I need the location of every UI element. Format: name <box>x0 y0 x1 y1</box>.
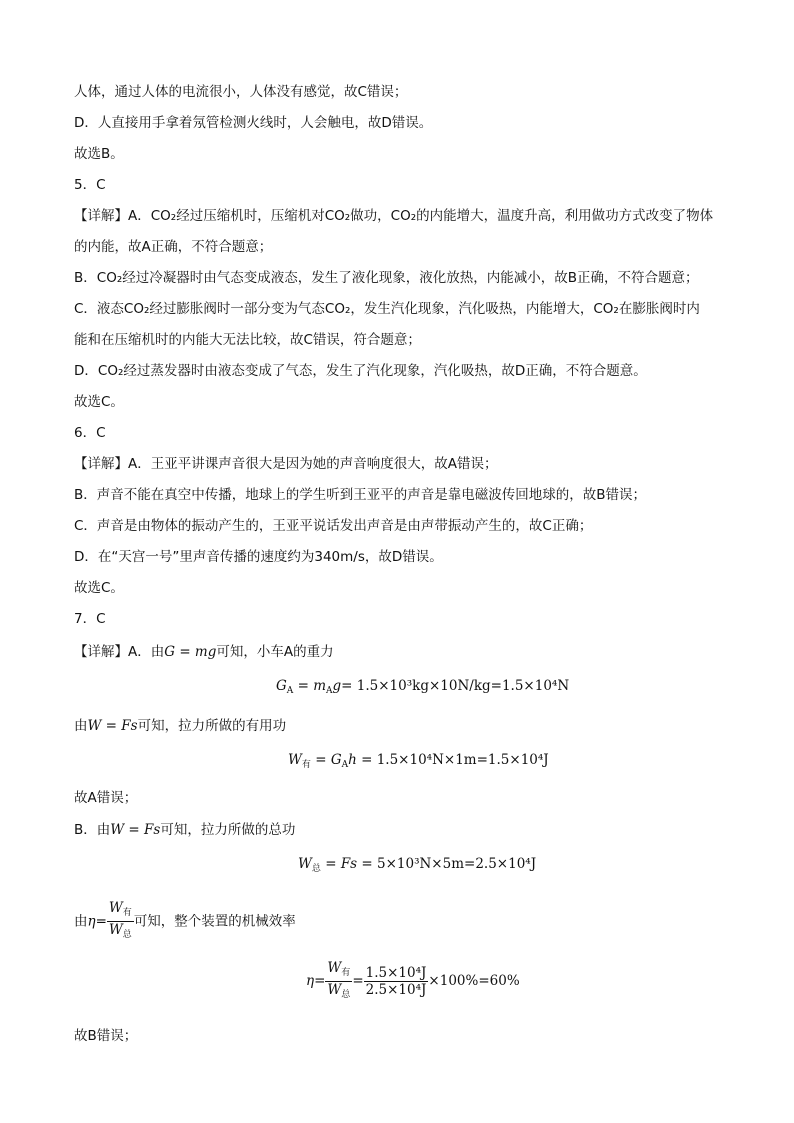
equation-useful-work: $W_有 = G_Ah = 1.5\times 10^4N\times 1m=1.5\times 10^4J$ <box>288 752 549 770</box>
text-line: 故选C。 <box>74 394 124 410</box>
text-line: 能和在压缩机时的内能大无法比较，故C错误，符合题意； <box>74 332 421 348</box>
text-line: D．CO₂经过蒸发器时由液态变成了气态，发生了汽化现象，汽化吸热，故D正确，不符合题意。 <box>74 363 647 379</box>
question-number: 6．C <box>74 425 106 441</box>
text-line: 【详解】A．CO₂经过压缩机时，压缩机对CO₂做功，CO₂的内能增大，温度升高，利用做功方式改变了物体 <box>74 208 714 224</box>
equation-efficiency: η= $\frac{W_有}{W_总}$ = $\frac{\text{1.5×10⁴J}}{\text{2.5×10⁴J}}$ ×100%=60% <box>306 960 520 1000</box>
text-line: 故选C。 <box>74 580 124 596</box>
text-line: 故选B。 <box>74 146 124 162</box>
equation-total-work: $W_总 = Fs = 5\times 10^3N\times 5m=2.5\times 10^4J$ <box>298 856 537 874</box>
q7-b-intro: B．由W = Fs可知，拉力所做的总功 <box>74 822 296 838</box>
text-line: D．在“天宫一号”里声音传播的速度约为340m/s，故D错误。 <box>74 549 443 565</box>
q7-eta-intro: 由η= $\frac{W_有}{W_总}$ 可知，整个装置的机械效率 <box>74 900 296 940</box>
text-line: 故B错误； <box>74 1028 138 1044</box>
q7-w-intro: 由W = Fs可知，拉力所做的有用功 <box>74 718 287 734</box>
text-line: C．液态CO₂经过膨胀阀时一部分变为气态CO₂，发生汽化现象，汽化吸热，内能增大，CO₂在膨胀阀时内 <box>74 301 700 317</box>
q7-a-intro: 【详解】A．由G = mg可知，小车A的重力 <box>74 644 334 660</box>
text-line: 故A错误； <box>74 790 138 806</box>
text-line: D．人直接用手拿着氖管检测火线时，人会触电，故D错误。 <box>74 115 433 131</box>
text-line: B．CO₂经过冷凝器时由气态变成液态，发生了液化现象，液化放热，内能减小，故B正确，不符合题意； <box>74 270 699 286</box>
text-line: B．声音不能在真空中传播，地球上的学生听到王亚平的声音是靠电磁波传回地球的，故B错误； <box>74 487 647 503</box>
text-line: C．声音是由物体的振动产生的，王亚平说话发出声音是由声带振动产生的，故C正确； <box>74 518 593 534</box>
text-line: 人体，通过人体的电流很小，人体没有感觉，故C错误； <box>74 84 408 100</box>
equation-gravity: $G_A = m_Ag= 1.5\times 10^3kg\times 10N/kg=1.5\times 10^4N$ <box>276 678 570 696</box>
question-number: 7．C <box>74 611 106 627</box>
text-line: 的内能，故A正确，不符合题意； <box>74 239 273 255</box>
question-number: 5．C <box>74 177 106 193</box>
text-line: 【详解】A．王亚平讲课声音很大是因为她的声音响度很大，故A错误； <box>74 456 498 472</box>
